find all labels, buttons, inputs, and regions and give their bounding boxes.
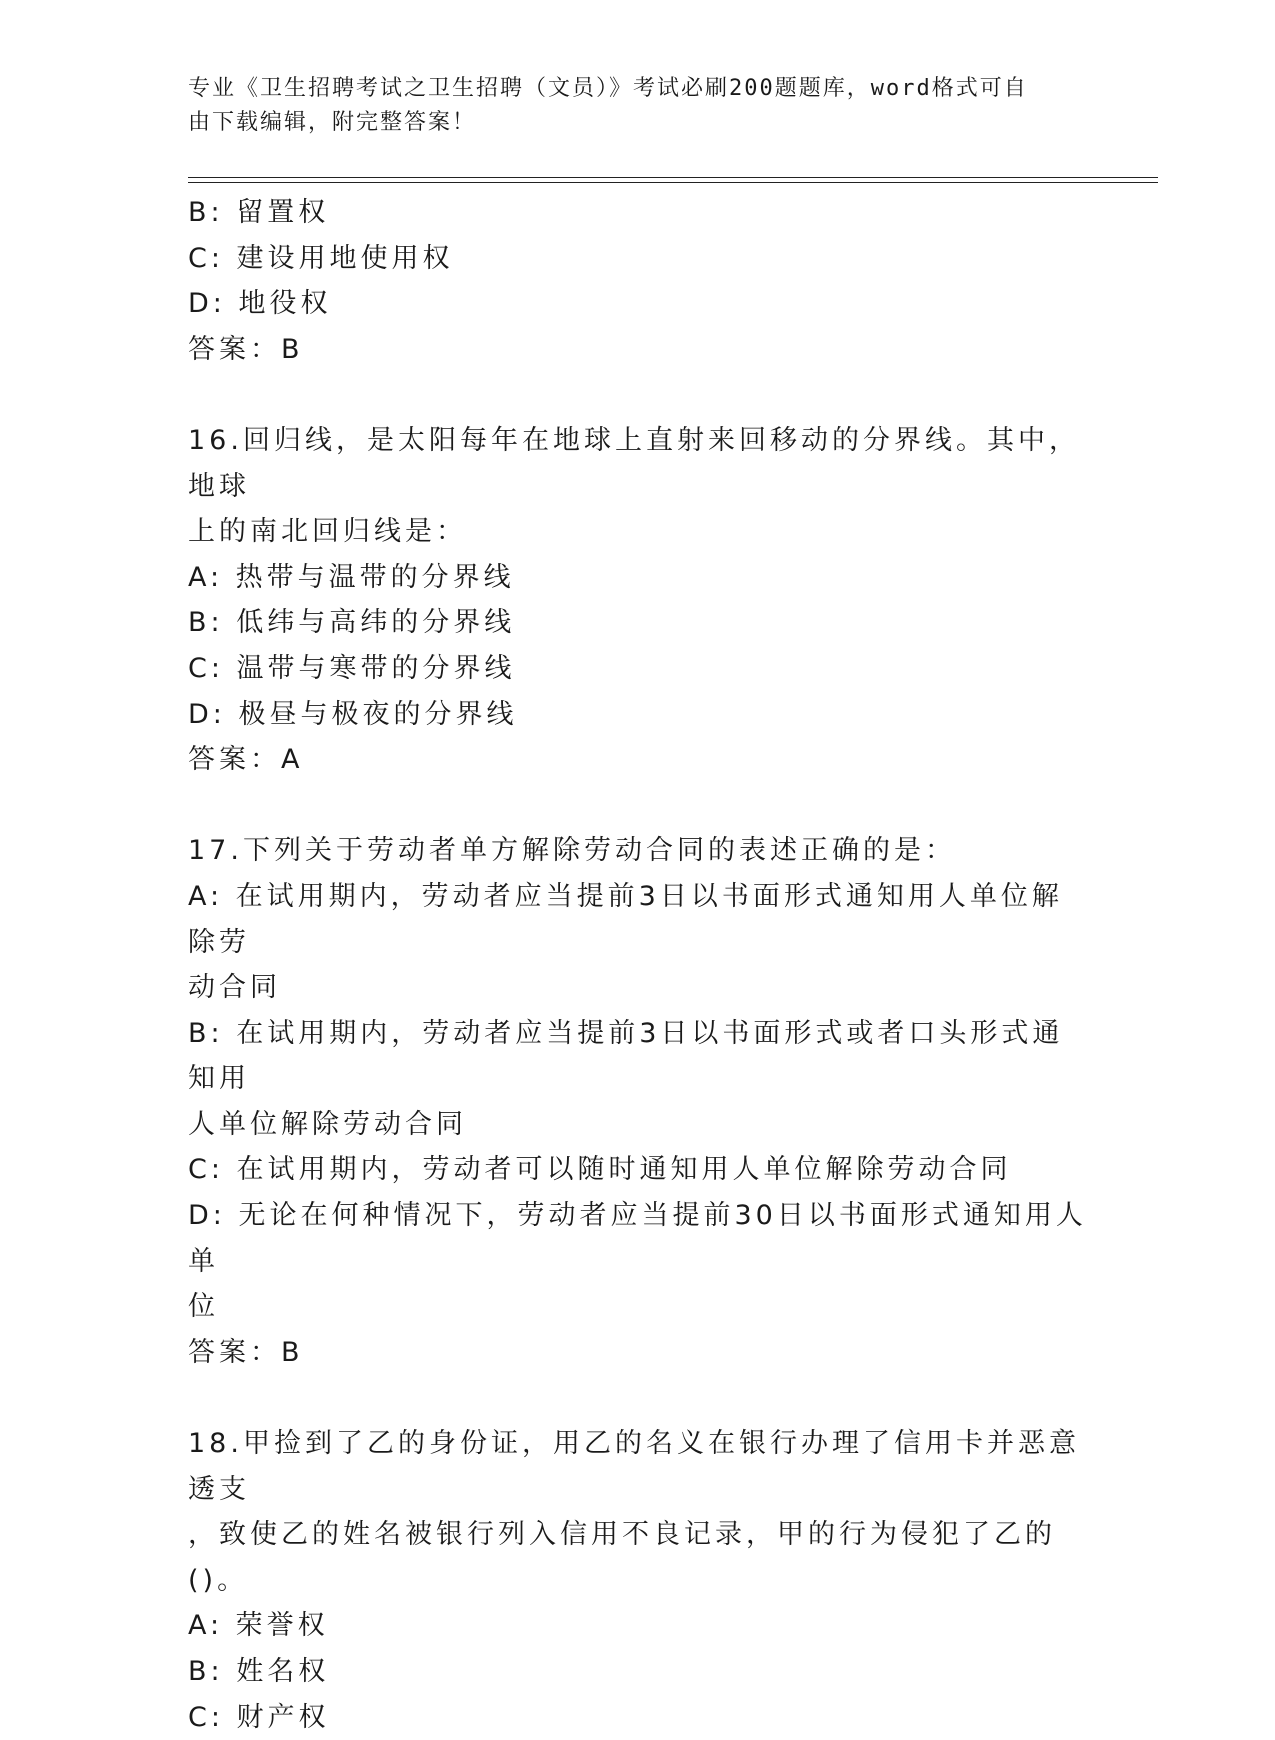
option-a-cont: 动合同 xyxy=(188,972,281,1004)
option-d-cont: 位 xyxy=(188,1291,219,1323)
question-stem: 17.下列关于劳动者单方解除劳动合同的表述正确的是： xyxy=(188,835,956,867)
option-c: C: 在试用期内，劳动者可以随时通知用人单位解除劳动合同 xyxy=(188,1154,1012,1186)
option-d: D: 无论在何种情况下，劳动者应当提前30日以书面形式通知用人单 xyxy=(188,1200,1087,1277)
option-b: B: 姓名权 xyxy=(188,1656,330,1687)
option-c: C: 温带与寒带的分界线 xyxy=(188,652,516,684)
question-stem-cont: ，致使乙的姓名被银行列入信用不良记录，甲的行为侵犯了乙的()。 xyxy=(188,1519,1056,1596)
document-body xyxy=(188,190,1088,1740)
option-b: B: 留置权 xyxy=(188,197,330,228)
option-a: A: 在试用期内，劳动者应当提前3日以书面形式通知用人单位解除劳 xyxy=(188,880,1063,958)
answer-line: 答案：A xyxy=(188,744,304,776)
option-a: A: 荣誉权 xyxy=(188,1610,329,1642)
question-stem: 16.回归线，是太阳每年在地球上直射来回移动的分界线。其中，地球 xyxy=(188,424,1080,502)
option-b: B: 在试用期内，劳动者应当提前3日以书面形式或者口头形式通知用 xyxy=(188,1017,1064,1095)
spacer xyxy=(188,1375,1088,1421)
option-c: C: 财产权 xyxy=(188,1701,330,1733)
option-d: D: 极昼与极夜的分界线 xyxy=(188,698,518,730)
option-c: C: 建设用地使用权 xyxy=(188,242,454,274)
question-stem: 18.甲捡到了乙的身份证，用乙的名义在银行办理了信用卡并恶意透支 xyxy=(188,1428,1080,1505)
option-b-cont: 人单位解除劳动合同 xyxy=(188,1108,467,1140)
answer-line: 答案：B xyxy=(188,1336,304,1368)
option-d: D: 地役权 xyxy=(188,288,332,320)
page-header xyxy=(188,72,1088,140)
option-a: A: 热带与温带的分界线 xyxy=(188,561,515,593)
answer-line: 答案：B xyxy=(188,333,304,365)
question-16 xyxy=(188,418,1088,783)
option-b: B: 低纬与高纬的分界线 xyxy=(188,607,516,639)
header-line-2: 由下载编辑，附完整答案！ xyxy=(188,110,477,135)
question-15-continuation xyxy=(188,190,1088,372)
header-rule-bottom xyxy=(188,182,1158,183)
question-18 xyxy=(188,1421,1088,1740)
spacer xyxy=(188,372,1088,418)
question-stem-cont: 上的南北回归线是： xyxy=(188,516,467,548)
header-rule-top xyxy=(188,177,1158,178)
spacer xyxy=(188,783,1088,829)
question-17 xyxy=(188,828,1088,1375)
header-line-1: 专业《卫生招聘考试之卫生招聘（文员）》考试必刷200题题库，word格式可自 xyxy=(188,76,1028,101)
